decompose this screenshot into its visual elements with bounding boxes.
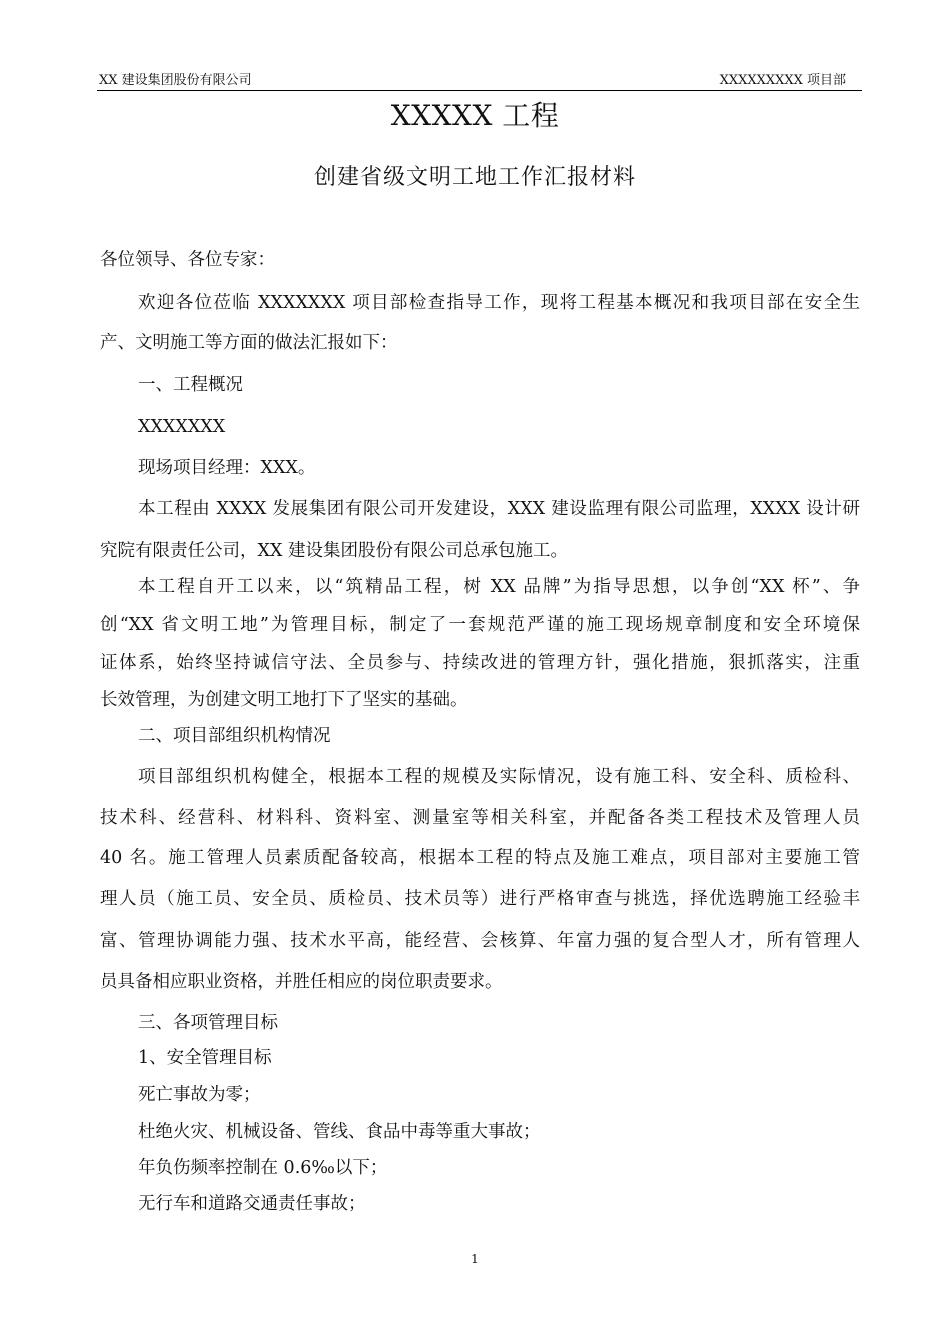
paragraph-line: 理人员（施工员、安全员、质检员、技术员等）进行严格审查与挑选，择优选聘施工经验丰 <box>100 889 860 909</box>
paragraph-line: 究院有限责任公司，XX 建设集团股份有限公司总承包施工。 <box>100 541 568 561</box>
paragraph-line: 项目部组织机构健全，根据本工程的规模及实际情况，设有施工科、安全科、质检科、 <box>138 767 860 787</box>
paragraph-line: 40 名。施工管理人员素质配备较高，根据本工程的特点及施工难点，项目部对主要施工管 <box>100 848 860 868</box>
page-number: 1 <box>471 1252 479 1266</box>
paragraph-line: 富、管理协调能力强、技术水平高，能经营、会核算、年富力强的复合型人才，所有管理人 <box>100 931 860 951</box>
paragraph-line: 证体系，始终坚持诚信守法、全员参与、持续改进的管理方针，强化措施，狠抓落实，注重 <box>100 653 860 673</box>
header-company: XX 建设集团股份有限公司 <box>99 73 252 88</box>
paragraph-line: 现场项目经理：XXX。 <box>138 458 316 478</box>
subsection-heading: 1、安全管理目标 <box>138 1048 272 1068</box>
header-department: XXXXXXXXX 项目部 <box>719 73 846 88</box>
paragraph-line: 欢迎各位莅临 XXXXXXX 项目部检查指导工作，现将工程基本概况和我项目部在安全生 <box>138 293 860 313</box>
section-heading: 三、各项管理目标 <box>138 1013 278 1033</box>
document-title: XXXXX 工程 <box>390 99 560 132</box>
list-item: 年负伤频率控制在 0.6‰以下； <box>138 1158 388 1178</box>
document-subtitle: 创建省级文明工地工作汇报材料 <box>313 165 636 190</box>
paragraph-line: 产、文明施工等方面的做法汇报如下： <box>100 333 398 353</box>
paragraph-line: XXXXXXX <box>138 417 226 437</box>
page-header <box>97 70 862 91</box>
list-item: 无行车和道路交通责任事故； <box>138 1194 366 1214</box>
list-item: 死亡事故为零； <box>138 1085 261 1105</box>
paragraph-line: 长效管理，为创建文明工地打下了坚实的基础。 <box>100 690 468 710</box>
paragraph-line: 员具备相应职业资格，并胜任相应的岗位职责要求。 <box>100 972 503 992</box>
salutation: 各位领导、各位专家： <box>100 250 275 270</box>
paragraph-line: 本工程由 XXXX 发展集团有限公司开发建设，XXX 建设监理有限公司监理，XXXX 设计研 <box>138 499 860 519</box>
paragraph-line: 技术科、经营科、材料科、资料室、测量室等相关科室，并配备各类工程技术及管理人员 <box>100 808 860 828</box>
paragraph-line: 创“XX 省文明工地”为管理目标，制定了一套规范严谨的施工现场规章制度和安全环境保 <box>100 615 860 635</box>
list-item: 杜绝火灾、机械设备、管线、食品中毒等重大事故； <box>138 1122 541 1142</box>
paragraph-line: 本工程自开工以来，以“筑精品工程，树 XX 品牌”为指导思想，以争创“XX 杯”、争 <box>138 577 860 597</box>
section-heading: 二、项目部组织机构情况 <box>138 726 331 746</box>
section-heading: 一、工程概况 <box>138 375 243 395</box>
